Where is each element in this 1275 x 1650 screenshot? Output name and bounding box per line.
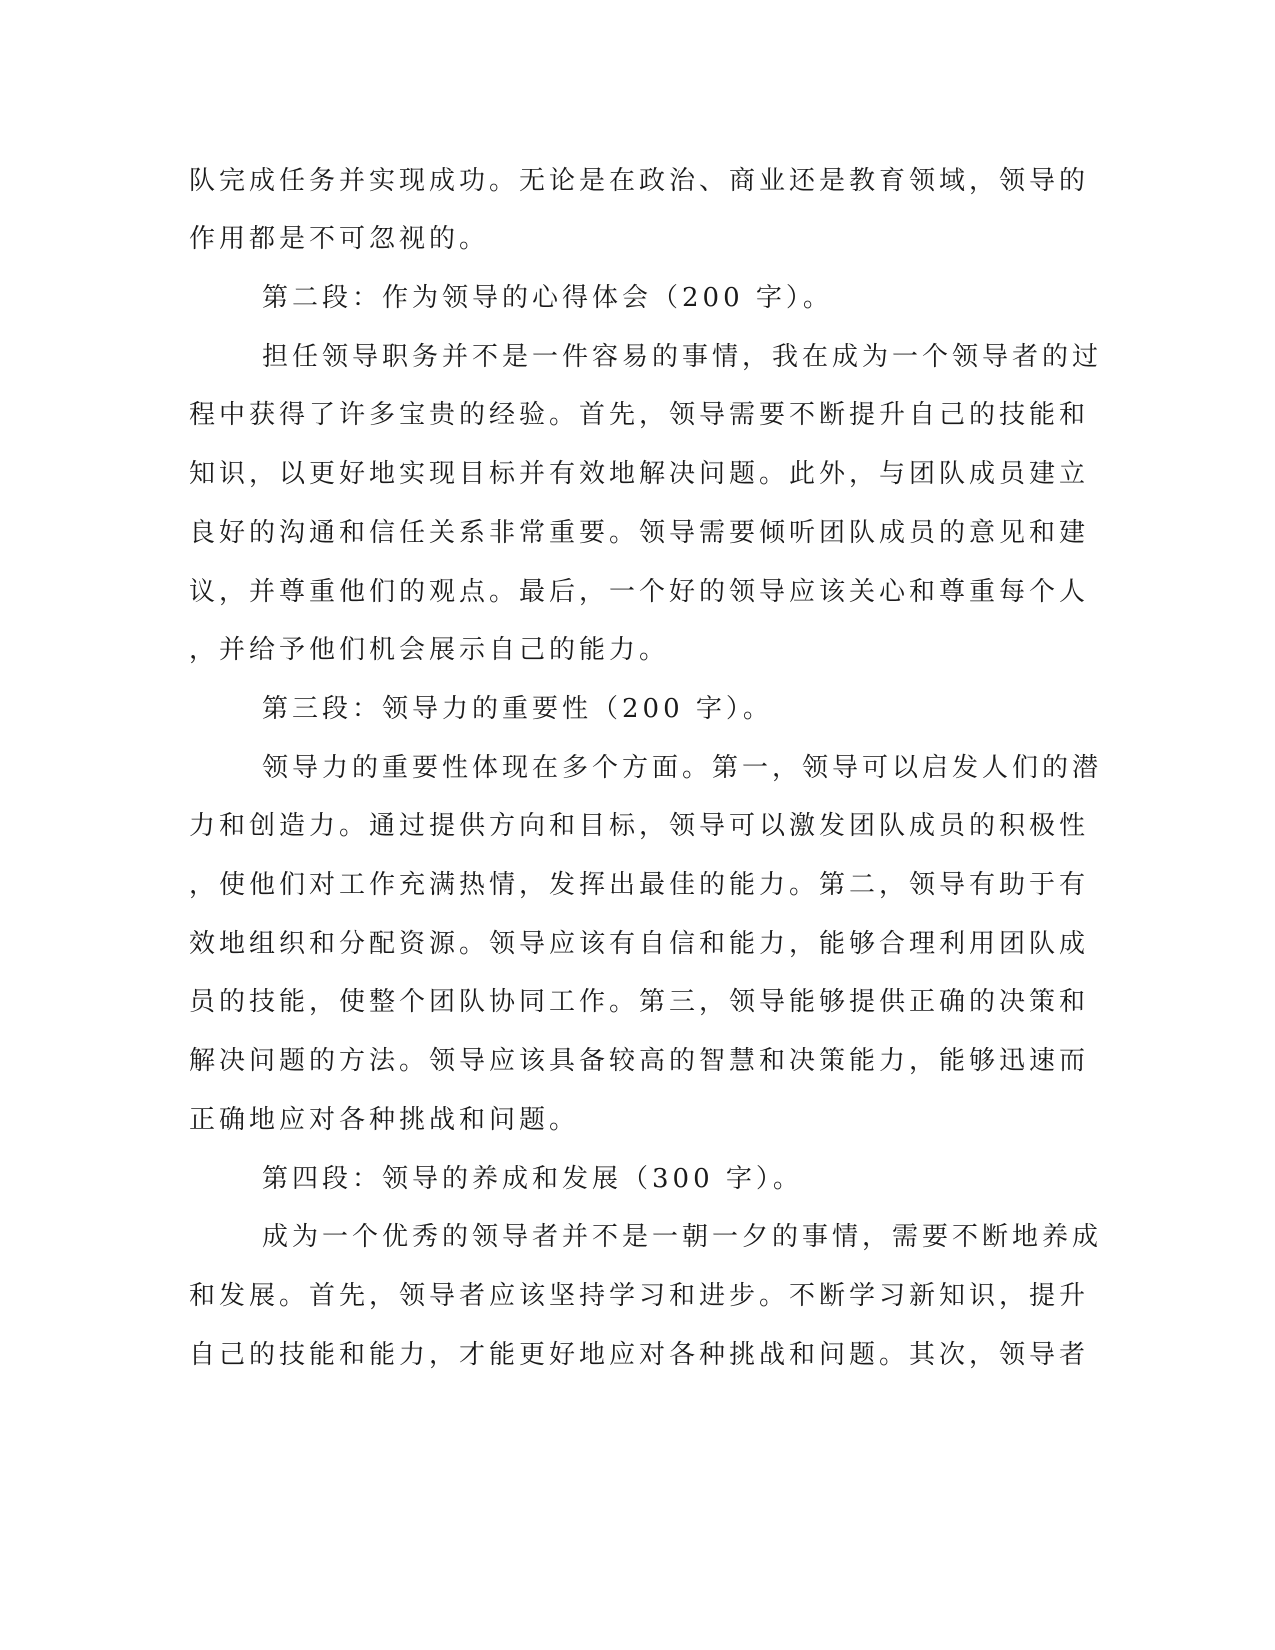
text-line: 力和创造力。通过提供方向和目标，领导可以激发团队成员的积极性 [189, 811, 1090, 841]
text-line: ，并给予他们机会展示自己的能力。 [189, 635, 670, 665]
text-line: 自己的技能和能力，才能更好地应对各种挑战和问题。其次，领导者 [189, 1340, 1090, 1370]
text-line: 担任领导职务并不是一件容易的事情，我在成为一个领导者的过 [262, 342, 1103, 372]
text-line: 成为一个优秀的领导者并不是一朝一夕的事情，需要不断地养成 [262, 1222, 1103, 1252]
text-line: 正确地应对各种挑战和问题。 [189, 1105, 580, 1135]
section-heading-4: 第四段：领导的养成和发展（300 字）。 [262, 1164, 803, 1194]
text-line: 领导力的重要性体现在多个方面。第一，领导可以启发人们的潜 [262, 753, 1103, 783]
section-heading-2: 第二段：作为领导的心得体会（200 字）。 [262, 283, 833, 313]
text-line: 队完成任务并实现成功。无论是在政治、商业还是教育领域，领导的 [189, 166, 1090, 196]
text-line: 解决问题的方法。领导应该具备较高的智慧和决策能力，能够迅速而 [189, 1046, 1090, 1076]
text-line: 议，并尊重他们的观点。最后，一个好的领导应该关心和尊重每个人 [189, 577, 1090, 607]
section-heading-3: 第三段：领导力的重要性（200 字）。 [262, 694, 773, 724]
text-line: 员的技能，使整个团队协同工作。第三，领导能够提供正确的决策和 [189, 987, 1090, 1017]
text-line: 良好的沟通和信任关系非常重要。领导需要倾听团队成员的意见和建 [189, 518, 1090, 548]
text-line: 效地组织和分配资源。领导应该有自信和能力，能够合理利用团队成 [189, 929, 1090, 959]
text-line: 和发展。首先，领导者应该坚持学习和进步。不断学习新知识，提升 [189, 1281, 1090, 1311]
text-line: 作用都是不可忽视的。 [189, 224, 490, 254]
text-line: 知识，以更好地实现目标并有效地解决问题。此外，与团队成员建立 [189, 459, 1090, 489]
text-line: 程中获得了许多宝贵的经验。首先，领导需要不断提升自己的技能和 [189, 400, 1090, 430]
text-line: ，使他们对工作充满热情，发挥出最佳的能力。第二，领导有助于有 [189, 870, 1090, 900]
